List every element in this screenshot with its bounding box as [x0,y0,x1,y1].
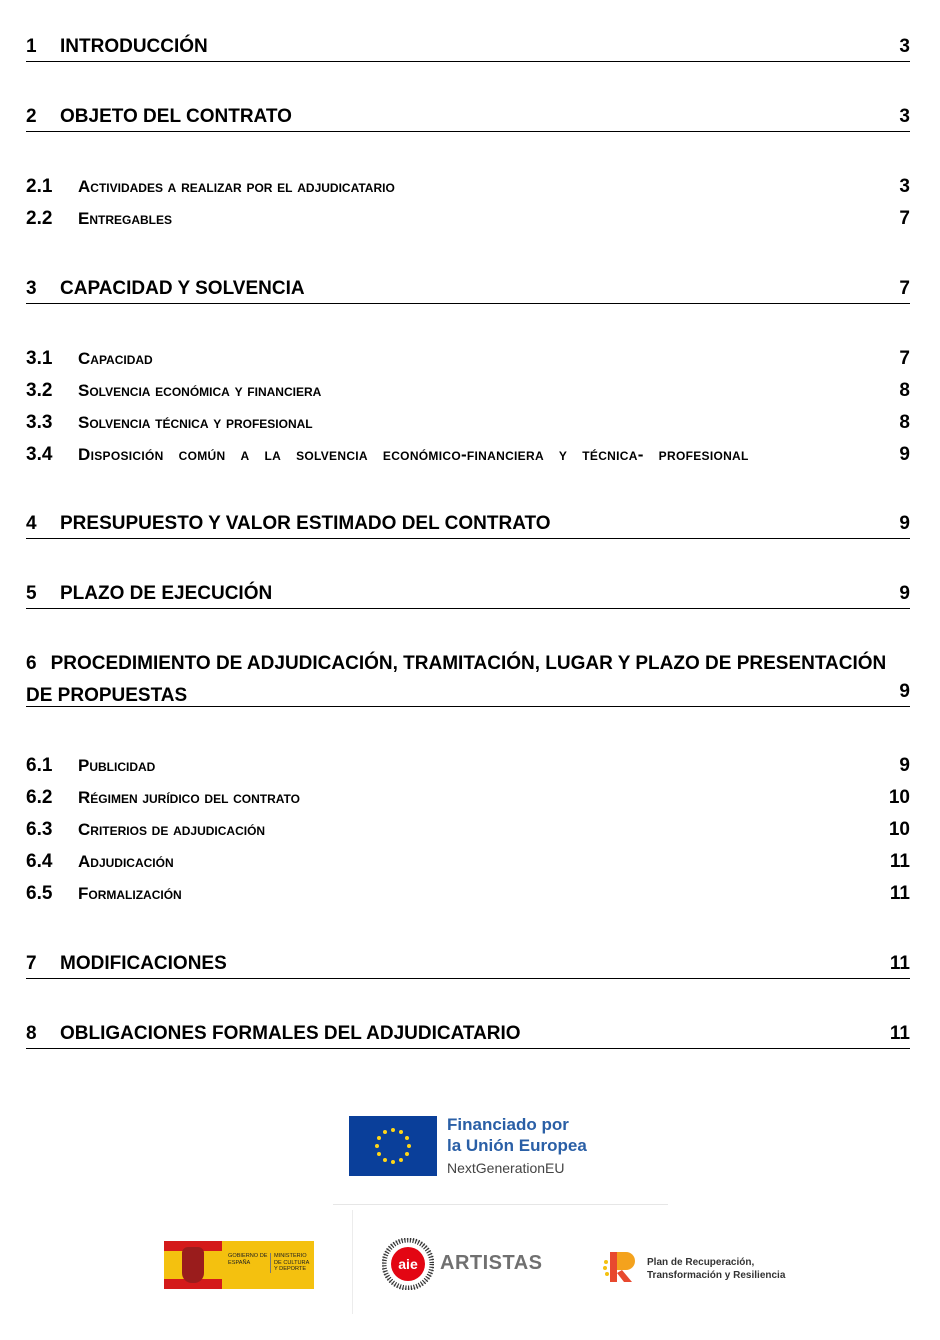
gobierno-espana-logo [164,1241,314,1289]
toc-page: 9 [899,444,910,465]
plan-recuperacion-logo [600,1246,810,1286]
plan-text-line2: Transformación y Resiliencia [647,1270,786,1281]
toc-title: PRESUPUESTO Y VALOR ESTIMADO DEL CONTRATO [60,513,551,534]
toc-number: 5 [26,583,37,604]
toc-number: 3.3 [26,412,53,433]
toc-entry-7[interactable] [26,952,910,979]
eu-funding-logo [349,1116,669,1178]
toc-number: 3 [26,278,37,299]
toc-title: Publicidad [78,756,156,775]
toc-entry-6-5[interactable] [26,883,910,905]
toc-entry-6[interactable] [26,648,910,707]
toc-number: 2.2 [26,208,53,229]
toc-title: Adjudicación [78,852,174,871]
toc-entry-6-2[interactable] [26,787,910,809]
toc-entry-3-2[interactable] [26,380,910,402]
toc-page: 8 [899,380,910,401]
toc-number: 6.2 [26,787,53,808]
toc-entry-3-1[interactable] [26,348,910,370]
toc-number: 6.5 [26,883,53,904]
toc-entry-3-3[interactable] [26,412,910,434]
toc-title: MODIFICACIONES [60,953,227,974]
toc-number: 1 [26,36,37,57]
toc-page: 8 [899,412,910,433]
toc-title: Entregables [78,209,173,228]
toc-title: Formalización [78,884,182,903]
eu-flag-icon [349,1116,437,1176]
toc-number: 6 [26,653,37,674]
toc-page: 9 [899,583,910,604]
toc-title: OBJETO DEL CONTRATO [60,106,292,127]
aie-badge-text: aie [398,1256,418,1272]
toc-page: 9 [899,513,910,534]
plan-text-line1: Plan de Recuperación, [647,1257,755,1268]
toc-entry-4[interactable] [26,512,910,539]
toc-title-block [26,648,910,712]
toc-number: 4 [26,513,37,534]
toc-title: Solvencia técnica y profesional [78,413,313,432]
gobierno-text: GOBIERNO DE ESPAÑA [228,1253,268,1266]
toc-page: 11 [889,883,910,904]
toc-page: 10 [888,819,910,840]
toc-entry-2-1[interactable] [26,176,910,198]
toc-page: 11 [889,1023,910,1044]
toc-title: Régimen jurídico del contrato [78,788,301,807]
spain-coat-of-arms-icon [164,1241,222,1289]
toc-page: 7 [899,278,910,299]
toc-entry-6-4[interactable] [26,851,910,873]
eu-text-line2: la Unión Europea [447,1136,587,1155]
plan-r-icon [600,1246,640,1286]
footer-divider [333,1204,668,1205]
toc-number: 2 [26,106,37,127]
toc-number: 2.1 [26,176,53,197]
toc-number: 6.1 [26,755,53,776]
toc-title: PROCEDIMIENTO DE ADJUDICACIÓN, TRAMITACIÓN, LUGAR Y PLAZO DE PRESENTACIÓN DE PROPUESTAS [26,653,887,706]
toc-page: 3 [899,176,910,197]
ministry-label [222,1241,314,1289]
toc-title: Criterios de adjudicación [78,820,266,839]
toc-title: Disposición común a la solvencia económico-financiera y técnica- profesional [78,445,749,464]
toc-title: INTRODUCCIÓN [60,36,208,57]
toc-number: 6.4 [26,851,53,872]
toc-title: CAPACIDAD Y SOLVENCIA [60,278,305,299]
toc-page: 11 [889,953,910,974]
toc-page: 7 [899,208,910,229]
toc-title: PLAZO DE EJECUCIÓN [60,583,273,604]
toc-entry-3-4[interactable] [26,444,910,466]
toc-number: 6.3 [26,819,53,840]
toc-title: Solvencia económica y financiera [78,381,322,400]
toc-entry-8[interactable] [26,1022,910,1049]
ministerio-text: MINISTERIO DE CULTURA Y DEPORTE [270,1253,314,1273]
aie-artistas-logo [382,1238,542,1292]
toc-entry-2[interactable] [26,105,910,132]
toc-page: 11 [889,851,910,872]
toc-number: 3.1 [26,348,53,369]
toc-page: 10 [888,787,910,808]
toc-title: Actividades a realizar por el adjudicatario [78,177,395,196]
toc-number: 3.4 [26,444,53,465]
toc-page: 9 [899,681,910,702]
aie-badge-icon [382,1238,434,1290]
toc-number: 3.2 [26,380,53,401]
toc-title: Capacidad [78,349,153,368]
toc-page: 3 [899,106,910,127]
toc-page: 7 [899,348,910,369]
toc-entry-6-1[interactable] [26,755,910,777]
footer-vertical-divider [352,1210,353,1314]
toc-page: 3 [899,36,910,57]
toc-page: 9 [899,755,910,776]
toc-entry-5[interactable] [26,582,910,609]
toc-entry-6-3[interactable] [26,819,910,841]
eu-text-line1: Financiado por [447,1115,569,1134]
toc-entry-3[interactable] [26,277,910,304]
toc-entry-1[interactable] [26,35,910,62]
toc-number: 7 [26,953,37,974]
toc-number: 8 [26,1023,37,1044]
eu-text-line3: NextGenerationEU [447,1160,565,1176]
toc-entry-2-2[interactable] [26,208,910,230]
aie-wordmark: ARTISTAS [440,1252,543,1274]
toc-title: OBLIGACIONES FORMALES DEL ADJUDICATARIO [60,1023,521,1044]
